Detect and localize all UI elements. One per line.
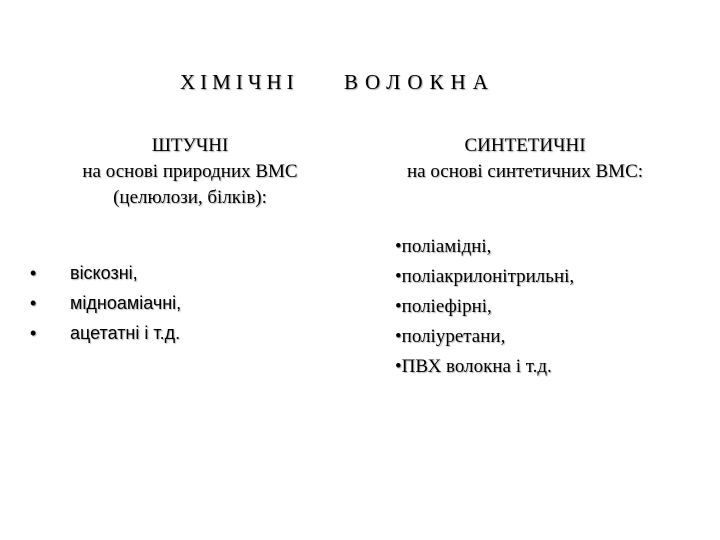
list-item <box>30 318 181 348</box>
list-item: •поліуретани, <box>395 326 506 347</box>
artificial-fibers-list <box>30 258 181 348</box>
artificial-fibers-heading <box>40 133 340 211</box>
title-left: ХІМІЧНІ <box>180 70 299 94</box>
left-heading-line2: на основі природних ВМС <box>82 161 298 182</box>
list-item: •ПВХ волокна і т.д. <box>395 356 552 377</box>
list-item <box>30 288 181 318</box>
bullet-icon: • <box>30 293 37 313</box>
left-heading-line3: (целюлози, білків): <box>113 187 267 208</box>
list-item: •поліефірні, <box>395 296 492 317</box>
list-item: •поліакрилонітрильні, <box>395 266 575 287</box>
left-heading-line1: ШТУЧНІ <box>151 135 229 156</box>
synthetic-fibers-heading <box>365 133 685 185</box>
list-item: •поліамідні, <box>395 236 492 257</box>
right-heading-line2: на основі синтетичних ВМС: <box>406 161 644 182</box>
list-item-text: віскозні, <box>70 263 138 283</box>
title-right: ВОЛОКНА <box>344 70 495 94</box>
synthetic-fibers-list <box>395 232 574 382</box>
right-heading-line1: СИНТЕТИЧНІ <box>464 135 586 156</box>
bullet-icon: • <box>30 263 37 283</box>
bullet-icon: • <box>30 323 37 343</box>
list-item-text: мідноаміачні, <box>70 293 182 313</box>
list-item <box>30 258 181 288</box>
list-item-text: ацетатні і т.д. <box>70 323 181 343</box>
